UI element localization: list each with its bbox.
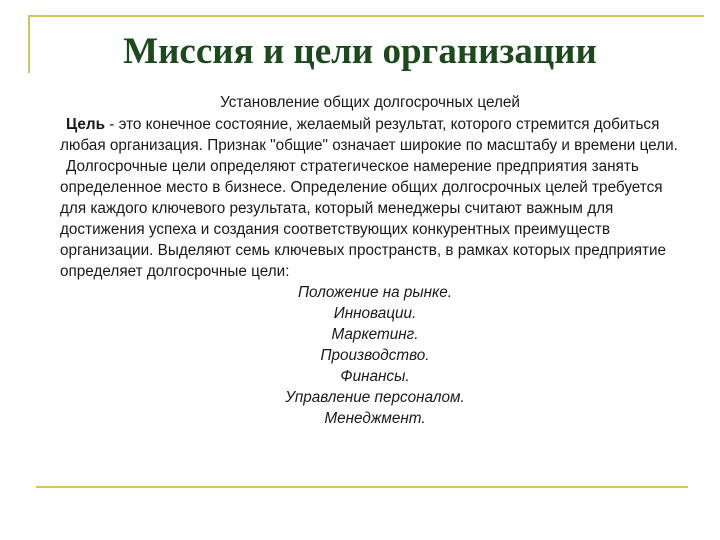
- key-areas-list: [60, 282, 690, 429]
- definition-text: - это конечное состояние, желаемый результат, которого стремится добиться любая организация. Признак "общие" означает широкие по масштабу и времени цели.: [60, 116, 678, 154]
- definition-paragraph: [60, 114, 690, 156]
- list-item: Инновации.: [333, 305, 417, 322]
- definition-term: Цель: [66, 116, 105, 133]
- list-item: Маркетинг.: [331, 326, 419, 343]
- list-item: Управление персоналом.: [285, 389, 465, 406]
- frame-left-line: [28, 15, 30, 73]
- slide-content: [60, 92, 690, 429]
- list-item: Финансы.: [340, 368, 410, 385]
- frame-bottom-line: [36, 486, 688, 488]
- slide-title: Миссия и цели организации: [123, 31, 597, 72]
- frame-top-line: [28, 15, 704, 17]
- long-term-goals-paragraph: Долгосрочные цели определяют стратегическое намерение предприятия занять определенное место в бизнесе. Определение общих долгосрочных целей требуется для каждого ключевого результата, который менеджеры считают важным для достижения успеха и создания соответствующих конкурентных преимуществ организации. Выделяют семь ключевых пространств, в рамках которых предприятие определяет долгосрочные цели:: [60, 158, 667, 280]
- list-item: Положение на рынке.: [297, 284, 453, 301]
- list-item: Производство.: [320, 347, 430, 364]
- subheading: Установление общих долгосрочных целей: [220, 94, 520, 111]
- list-item: Менеджмент.: [324, 410, 426, 427]
